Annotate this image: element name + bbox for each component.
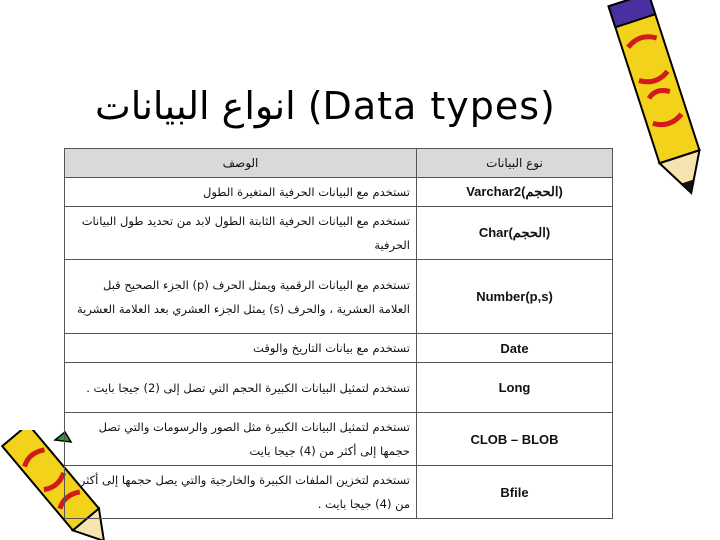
row-desc: تستخدم مع البيانات الرقمية ويمثل الحرف (p) الجزء الصحيح قبل العلامة العشرية ، والحرف (s) يمثل الجزء العشري بعد العلامة العشرية	[65, 260, 417, 334]
row-type: CLOB – BLOB	[417, 413, 613, 466]
pencil-icon	[600, 0, 720, 200]
header-desc: الوصف	[65, 149, 417, 178]
page-title: انواع البيانات (Data types)	[95, 84, 555, 128]
row-type: Long	[417, 363, 613, 413]
table-row	[65, 260, 613, 334]
row-type: Date	[417, 334, 613, 363]
row-desc: تستخدم لتمثيل البيانات الكبيرة مثل الصور والرسومات والتي تصل حجمها إلى أكثر من (4) جيجا بايت	[65, 413, 417, 466]
row-desc: تستخدم مع البيانات الحرفية الثابتة الطول لابد من تحديد طول البيانات الحرفية	[65, 207, 417, 260]
table-header-row	[65, 149, 613, 178]
table-row	[65, 466, 613, 519]
table-row	[65, 363, 613, 413]
row-type: Bfile	[417, 466, 613, 519]
table-row	[65, 334, 613, 363]
row-desc: تستخدم لتخزين الملفات الكبيرة والخارجية والتي يصل حجمها إلى أكثر من (4) جيجا بايت .	[65, 466, 417, 519]
row-type: Char(الحجم)	[417, 207, 613, 260]
row-type: Number(p,s)	[417, 260, 613, 334]
table-row	[65, 207, 613, 260]
row-desc: تستخدم مع البيانات الحرفية المتغيرة الطول	[65, 178, 417, 207]
header-type: نوع البيانات	[417, 149, 613, 178]
data-types-table	[64, 148, 612, 511]
table-row	[65, 178, 613, 207]
row-desc: تستخدم لتمثيل البيانات الكبيرة الحجم التي تصل إلى (2) جيجا بايت .	[65, 363, 417, 413]
row-type: Varchar2(الحجم)	[417, 178, 613, 207]
table-row	[65, 413, 613, 466]
row-desc: تستخدم مع بيانات التاريخ والوقت	[65, 334, 417, 363]
